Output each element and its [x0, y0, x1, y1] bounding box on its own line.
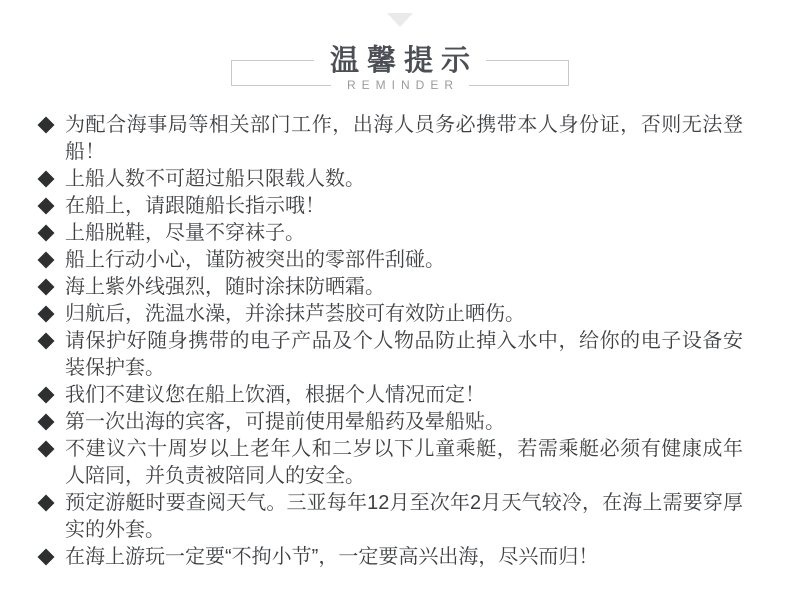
title-box	[231, 45, 569, 92]
diamond-bullet-icon	[38, 279, 55, 296]
list-item-text: 船上行动小心，谨防被突出的零部件刮碰。	[65, 249, 445, 271]
list-item	[38, 166, 743, 193]
list-item-text: 不建议六十周岁以上老年人和二岁以下儿童乘艇，若需乘艇必须有健康成年人陪同，并负责被陪同人的安全。	[65, 438, 743, 487]
page-title: 温馨提示	[314, 44, 486, 78]
triangle-down-icon	[387, 13, 413, 27]
list-item	[38, 544, 743, 571]
list-item-text: 请保护好随身携带的电子产品及个人物品防止掉入水中，给你的电子设备安装保护套。	[65, 330, 743, 379]
diamond-bullet-icon	[38, 333, 55, 350]
diamond-bullet-icon	[38, 225, 55, 242]
reminder-header	[0, 13, 800, 92]
list-item	[38, 436, 743, 490]
diamond-bullet-icon	[38, 252, 55, 269]
list-item	[38, 301, 743, 328]
list-item-text: 归航后，洗温水澡，并涂抹芦荟胶可有效防止晒伤。	[65, 303, 525, 325]
list-item-text: 上船人数不可超过船只限载人数。	[65, 168, 365, 190]
diamond-bullet-icon	[38, 306, 55, 323]
list-item	[38, 274, 743, 301]
list-item-text: 海上紫外线强烈，随时涂抹防晒霜。	[65, 276, 385, 298]
list-item-text: 在海上游玩一定要“不拘小节”，一定要高兴出海，尽兴而归！	[65, 546, 599, 568]
list-item	[38, 220, 743, 247]
diamond-bullet-icon	[38, 549, 55, 566]
list-item	[38, 382, 743, 409]
list-item	[38, 193, 743, 220]
list-item	[38, 247, 743, 274]
diamond-bullet-icon	[38, 387, 55, 404]
diamond-bullet-icon	[38, 171, 55, 188]
diamond-bullet-icon	[38, 441, 55, 458]
reminder-list	[38, 112, 743, 571]
list-item-text: 为配合海事局等相关部门工作，出海人员务必携带本人身份证，否则无法登船！	[65, 114, 743, 163]
list-item	[38, 328, 743, 382]
diamond-bullet-icon	[38, 198, 55, 215]
page-subtitle: REMINDER	[331, 77, 469, 93]
diamond-bullet-icon	[38, 117, 55, 134]
list-item-text: 我们不建议您在船上饮酒，根据个人情况而定！	[65, 384, 485, 406]
list-item	[38, 409, 743, 436]
list-item-text: 预定游艇时要查阅天气。三亚每年12月至次年2月天气较冷，在海上需要穿厚实的外套。	[65, 492, 743, 541]
diamond-bullet-icon	[38, 414, 55, 431]
diamond-bullet-icon	[38, 495, 55, 512]
list-item	[38, 490, 743, 544]
list-item-text: 第一次出海的宾客，可提前使用晕船药及晕船贴。	[65, 411, 505, 433]
list-item-text: 上船脱鞋，尽量不穿袜子。	[65, 222, 305, 244]
list-item	[38, 112, 743, 166]
list-item-text: 在船上，请跟随船长指示哦！	[65, 195, 325, 217]
